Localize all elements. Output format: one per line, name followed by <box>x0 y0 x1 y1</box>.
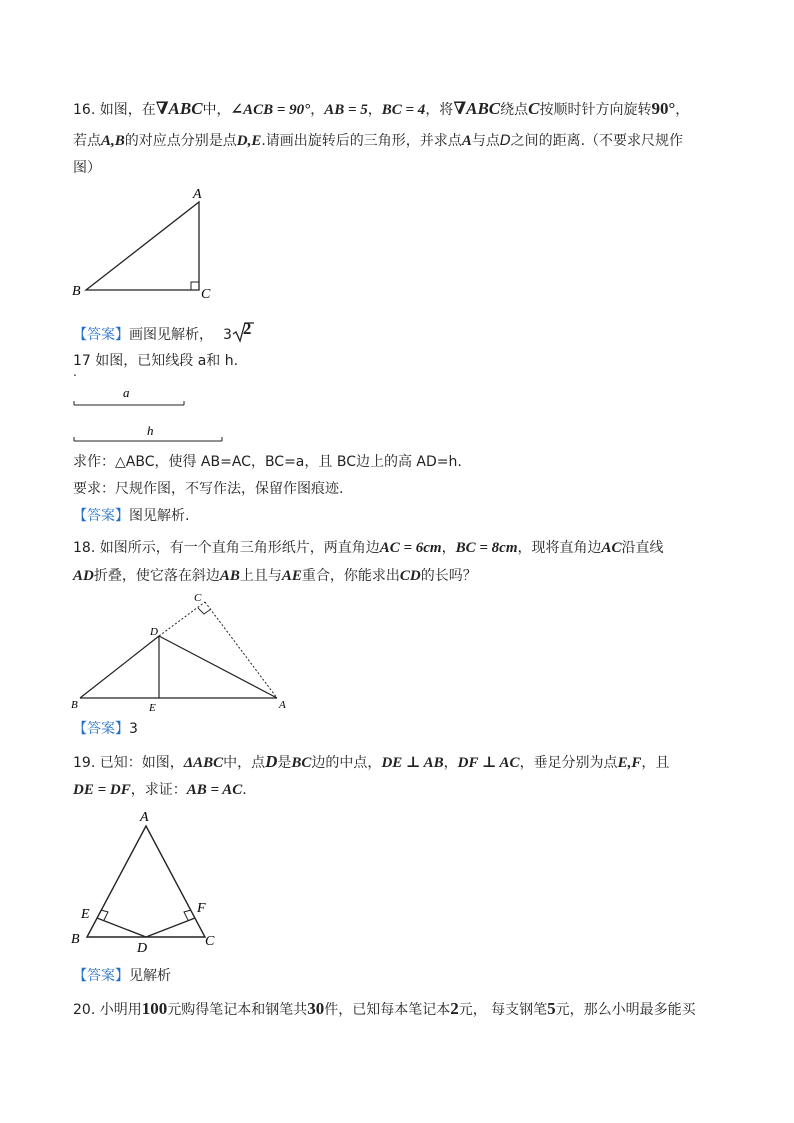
q18-answer: 【答案】3 <box>73 721 138 737</box>
triangle-abc: ΔABC <box>183 755 224 771</box>
q18-line-1: 18. 如图所示，有一个直角三角形纸片，两直角边AC = 6cm，BC = 8cm，现将直角边AC沿直线 <box>73 540 664 556</box>
angle-acb: ∠ACB = 90° <box>230 102 311 118</box>
q16-line-3: 图） <box>73 160 101 176</box>
point-d: D <box>499 133 511 149</box>
q19-label-a: A <box>140 810 149 825</box>
triangle-abc: ∇ABC <box>155 99 203 118</box>
count-30: 30 <box>307 999 325 1018</box>
answer-tag: 【答案】 <box>73 721 129 737</box>
q18-label-e: E <box>149 702 156 714</box>
q19-label-b: B <box>71 932 80 947</box>
side-bc: BC <box>291 755 312 771</box>
sqrt-symbol <box>232 321 254 345</box>
q20-line-1: 20. 小明用100元购得笔记本和钢笔共30件，已知每本笔记本2元， 每支钢笔5元，那么小明最多能买 <box>73 999 696 1018</box>
q18-label-c: C <box>194 592 202 604</box>
q16-line-1: 16. 如图，在∇ABC中，∠ACB = 90°，AB = 5，BC = 4，将∇ABC绕点C按顺时针方向旋转90°， <box>73 99 690 118</box>
segment-ca <box>205 602 277 698</box>
q19-answer: 【答案】见解析 <box>73 968 171 984</box>
q16-label-c: C <box>201 287 211 302</box>
price-2: 2 <box>450 999 459 1018</box>
q19-label-f: F <box>197 901 206 916</box>
de-eq-df: DE = DF <box>73 782 131 798</box>
ac-length: AC = 6cm <box>379 540 442 556</box>
df-perp-ac: DF ⊥ AC <box>457 755 520 771</box>
point-a: A <box>461 133 472 149</box>
q16-answer: 【答案】画图见解析， 3 2 <box>73 321 254 345</box>
q16-line-2: 若点A,B的对应点分别是点D,E.请画出旋转后的三角形，并求点A与点D之间的距离.（不要求尺规作 <box>73 133 684 149</box>
segment-df <box>146 918 195 937</box>
answer-tag: 【答案】 <box>73 327 129 343</box>
side-ab: AB <box>219 568 240 584</box>
bc-length: BC = 8cm <box>455 540 518 556</box>
side-da <box>159 636 277 698</box>
answer-tag: 【答案】 <box>73 968 129 984</box>
q16-triangle <box>86 202 199 290</box>
segment-de <box>97 918 146 937</box>
q17-answer: 【答案】图见解析. <box>73 508 190 524</box>
bc-length: BC = 4 <box>381 102 426 118</box>
q17-dot: . <box>73 365 77 379</box>
radicand: 2 <box>242 319 252 338</box>
right-angle-mark <box>198 608 211 614</box>
q19-label-e: E <box>81 907 90 922</box>
answer-tag: 【答案】 <box>73 508 129 524</box>
right-angle-mark-e <box>101 910 108 920</box>
side-ae: AE <box>281 568 302 584</box>
point-d: D <box>265 752 278 771</box>
q19-line-2: DE = DF，求证：AB = AC. <box>73 782 247 798</box>
q18-label-d: D <box>150 626 158 638</box>
q19-label-d: D <box>137 941 148 954</box>
q16-label-b: B <box>72 284 81 299</box>
points-de: D,E <box>236 133 262 149</box>
q19-label-c: C <box>205 934 215 949</box>
right-angle-mark-f <box>184 910 191 920</box>
segment-cd: CD <box>399 568 421 584</box>
de-perp-ab: DE ⊥ AB <box>381 755 444 771</box>
q19-line-1: 19. 已知：如图，ΔABC中，点D是BC边的中点，DE ⊥ AB，DF ⊥ AC，垂足分别为点E,F，且 <box>73 752 670 771</box>
ab-eq-ac: AB = AC <box>186 782 243 798</box>
q16-figure <box>64 182 224 304</box>
q19-figure <box>66 806 226 954</box>
q17-line-1: 17 如图，已知线段 a和 h. <box>73 353 239 369</box>
q18-line-2: AD折叠，使它落在斜边AB上且与AE重合，你能求出CD的长吗？ <box>73 568 477 584</box>
q17-segments <box>70 384 230 444</box>
amount-100: 100 <box>141 999 168 1018</box>
price-5: 5 <box>547 999 556 1018</box>
right-angle-mark <box>191 282 199 290</box>
side-bd <box>80 636 159 698</box>
q17-line-2: 求作：△ABC，使得 AB=AC，BC=a，且 BC边上的高 AD=h. <box>73 454 462 470</box>
point-c: C <box>528 99 540 118</box>
q18-figure <box>66 590 296 716</box>
line-ad: AD <box>73 568 94 584</box>
q18-label-a: A <box>279 699 286 711</box>
points-ef: E,F <box>617 755 642 771</box>
rotation-degree: 90° <box>651 99 676 118</box>
q17-line-3: 要求：尺规作图，不写作法，保留作图痕迹. <box>73 481 344 497</box>
ab-length: AB = 5 <box>324 102 368 118</box>
q16-label-a: A <box>193 187 202 202</box>
points-ab: A,B <box>101 133 125 149</box>
segment-dc <box>159 602 205 636</box>
segment-a-label: a <box>123 385 130 400</box>
triangle-abc: ∇ABC <box>453 99 501 118</box>
side-ac: AC <box>601 540 622 556</box>
q18-label-b: B <box>71 699 78 711</box>
segment-h-label: h <box>147 423 154 438</box>
